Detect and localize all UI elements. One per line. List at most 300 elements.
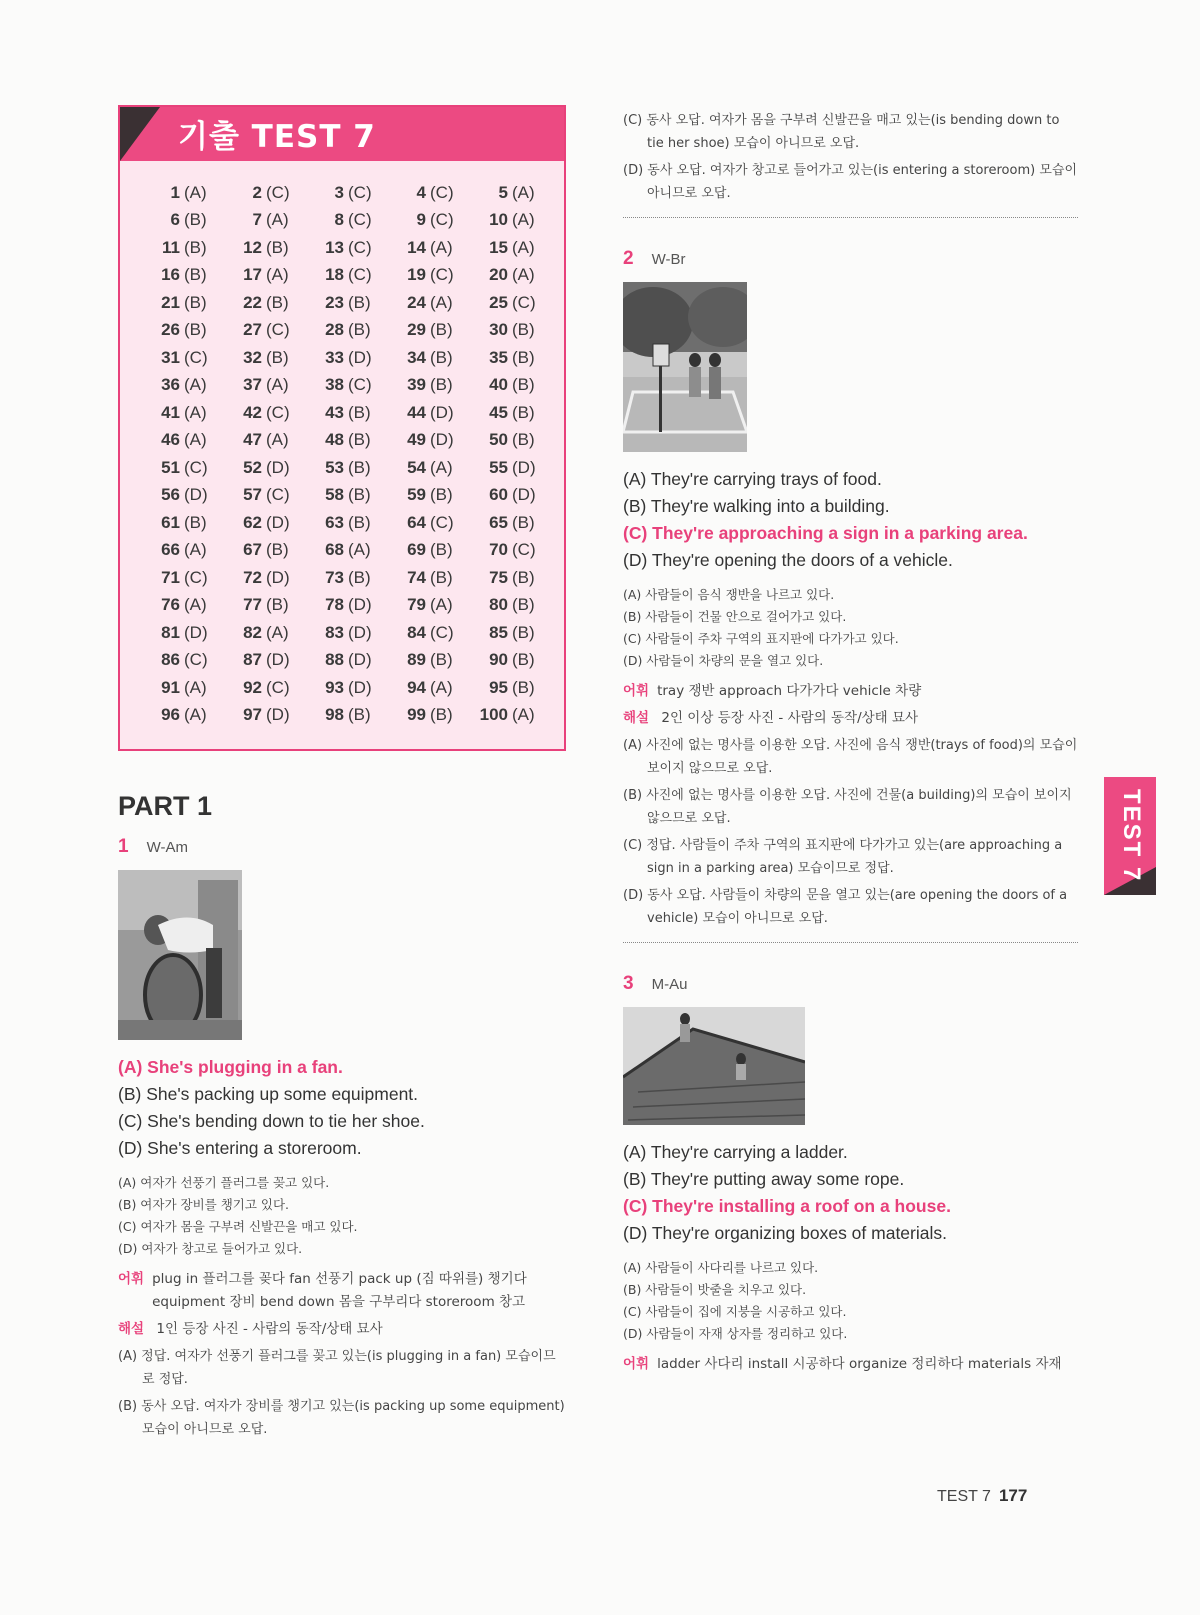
translation-a: (A) 여자가 선풍기 플러그를 꽂고 있다. — [118, 1175, 330, 1190]
translation-c: (C) 사람들이 주차 구역의 표지판에 다가가고 있다. — [623, 631, 899, 646]
answer-key-cell — [466, 293, 548, 313]
answer-choice: (C) — [348, 375, 372, 395]
answer-key-cell — [138, 705, 220, 725]
answer-key-cell — [220, 540, 302, 560]
answer-choice: (A) — [266, 375, 289, 395]
answer-key-cell — [220, 265, 302, 285]
answer-choice: (D) — [512, 485, 536, 505]
answer-key-row — [138, 262, 548, 290]
answer-choice: (B) — [512, 375, 535, 395]
answer-key-cell — [220, 320, 302, 340]
answer-key-cell — [466, 183, 548, 203]
question-number: 21 — [161, 292, 180, 312]
option-c-correct: (C) They're installing a roof on a house. — [623, 1196, 951, 1216]
answer-choice: (C) — [430, 210, 454, 230]
question-number: 85 — [489, 622, 508, 642]
question-number: 37 — [243, 375, 262, 395]
question-number: 56 — [161, 485, 180, 505]
answer-choice: (A) — [184, 595, 207, 615]
answer-key-cell — [220, 650, 302, 670]
answer-key-row — [138, 234, 548, 262]
question-number: 2 — [623, 248, 634, 269]
question-number: 80 — [489, 595, 508, 615]
answer-key-cell — [384, 540, 466, 560]
translation-a: (A) 사람들이 사다리를 나르고 있다. — [623, 1260, 819, 1275]
answer-choice: (D) — [184, 485, 208, 505]
answer-key-cell — [220, 705, 302, 725]
answer-key-row — [138, 372, 548, 400]
answer-key-cell — [220, 375, 302, 395]
answer-key-cell — [220, 210, 302, 230]
answer-key-row — [138, 674, 548, 702]
answer-key-row — [138, 207, 548, 235]
answer-choice: (A) — [266, 265, 289, 285]
question-number: 6 — [170, 210, 180, 230]
question-1-header — [118, 836, 568, 858]
answer-choice: (B) — [430, 650, 453, 670]
answer-key-cell — [220, 430, 302, 450]
side-tab-label: TEST 7 — [1118, 789, 1145, 883]
answer-key-cell — [302, 210, 384, 230]
answer-choice: (C) — [266, 182, 290, 202]
question-number: 81 — [161, 622, 180, 642]
answer-choice: (B) — [512, 512, 535, 532]
question-1-vocab — [118, 1268, 568, 1314]
page-footer — [937, 1486, 1027, 1506]
question-number: 93 — [325, 677, 344, 697]
answer-choice: (B) — [348, 705, 371, 725]
answer-choice: (A) — [184, 705, 207, 725]
answer-choice: (A) — [430, 677, 453, 697]
answer-key-cell — [466, 568, 548, 588]
question-number: 13 — [325, 237, 344, 257]
answer-choice: (B) — [348, 292, 371, 312]
question-number: 45 — [489, 402, 508, 422]
question-3-header — [623, 973, 1078, 995]
answer-key-row — [138, 619, 548, 647]
answer-choice: (D) — [430, 430, 454, 450]
answer-choice: (B) — [348, 430, 371, 450]
page-number: 177 — [998, 1486, 1028, 1505]
question-number: 27 — [243, 320, 262, 340]
question-number: 43 — [325, 402, 344, 422]
vocab-text: tray 쟁반 approach 다가가다 vehicle 차량 — [657, 683, 922, 699]
question-number: 17 — [243, 265, 262, 285]
question-number: 66 — [161, 540, 180, 560]
question-number: 33 — [325, 347, 344, 367]
question-number: 47 — [243, 430, 262, 450]
answer-key-cell — [466, 623, 548, 643]
question-number: 79 — [407, 595, 426, 615]
question-number: 1 — [118, 836, 129, 857]
question-2-photo — [623, 282, 747, 452]
answer-key-row — [138, 482, 548, 510]
question-number: 99 — [407, 705, 426, 725]
answer-choice: (A) — [430, 292, 453, 312]
answer-key-cell — [466, 485, 548, 505]
question-number: 14 — [407, 237, 426, 257]
question-number: 96 — [161, 705, 180, 725]
question-number: 4 — [416, 182, 426, 202]
explanation-b: (B) 사진에 없는 명사를 이용한 오답. 사진에 건물(a building)의 모습이 보이지 않으므로 오답. — [623, 788, 1072, 826]
answer-key-cell — [466, 265, 548, 285]
question-number: 91 — [161, 677, 180, 697]
answer-choice: (B) — [512, 320, 535, 340]
answer-key-row — [138, 344, 548, 372]
question-number: 71 — [161, 567, 180, 587]
answer-choice: (A) — [184, 375, 207, 395]
answer-key-cell — [138, 595, 220, 615]
answer-key-cell — [384, 238, 466, 258]
answer-choice: (B) — [348, 485, 371, 505]
question-2-explanation-title — [623, 707, 1078, 730]
answer-choice: (C) — [266, 402, 290, 422]
answer-key-cell — [384, 595, 466, 615]
answer-key-cell — [138, 485, 220, 505]
answer-key-cell — [384, 678, 466, 698]
answer-choice: (D) — [348, 595, 372, 615]
answer-choice: (B) — [430, 347, 453, 367]
answer-key-cell — [302, 375, 384, 395]
divider — [623, 217, 1078, 218]
answer-choice: (A) — [430, 237, 453, 257]
answer-key-cell — [220, 485, 302, 505]
question-number: 55 — [489, 457, 508, 477]
option-a-correct: (A) She's plugging in a fan. — [118, 1057, 343, 1077]
answer-key-cell — [302, 513, 384, 533]
question-number: 3 — [623, 973, 634, 994]
answer-key-cell — [138, 513, 220, 533]
left-column — [118, 105, 568, 1441]
question-number: 40 — [489, 375, 508, 395]
question-number: 57 — [243, 485, 262, 505]
answer-key-cell — [138, 403, 220, 423]
answer-key-cell — [466, 348, 548, 368]
answer-choice: (B) — [266, 595, 289, 615]
answer-key-cell — [220, 238, 302, 258]
explanation-b: (B) 동사 오답. 여자가 장비를 챙기고 있는(is packing up some equipment) 모습이 아니므로 오답. — [118, 1399, 565, 1437]
answer-key-cell — [384, 265, 466, 285]
question-number: 9 — [416, 210, 426, 230]
answer-choice: (B) — [430, 320, 453, 340]
answer-choice: (C) — [184, 567, 208, 587]
explanation-c: (C) 정답. 사람들이 주차 구역의 표지판에 다가가고 있는(are approaching a sign in a parking area) 모습이므로 정답. — [623, 838, 1063, 876]
answer-key-corner — [120, 107, 160, 161]
answer-key-cell — [138, 623, 220, 643]
answer-choice: (D) — [348, 622, 372, 642]
question-number: 44 — [407, 402, 426, 422]
answer-key-row — [138, 454, 548, 482]
question-number: 54 — [407, 457, 426, 477]
answer-choice: (C) — [348, 265, 372, 285]
question-number: 46 — [161, 430, 180, 450]
divider — [623, 942, 1078, 943]
question-number: 5 — [498, 182, 508, 202]
question-number: 73 — [325, 567, 344, 587]
question-number: 3 — [334, 182, 344, 202]
answer-choice: (B) — [430, 485, 453, 505]
question-3-photo — [623, 1007, 805, 1125]
answer-key-cell — [220, 348, 302, 368]
answer-key-cell — [220, 623, 302, 643]
question-number: 60 — [489, 485, 508, 505]
answer-key-row — [138, 399, 548, 427]
question-number: 61 — [161, 512, 180, 532]
translation-d: (D) 여자가 창고로 들어가고 있다. — [118, 1241, 303, 1256]
speaker-label: M-Au — [651, 975, 688, 993]
answer-choice: (C) — [430, 622, 454, 642]
question-number: 28 — [325, 320, 344, 340]
answer-key-box — [118, 105, 566, 751]
question-number: 97 — [243, 705, 262, 725]
answer-key-cell — [302, 293, 384, 313]
part-title: PART 1 — [118, 791, 213, 821]
question-number: 100 — [479, 705, 508, 725]
question-2-translations — [623, 584, 1078, 672]
answer-choice: (A) — [184, 402, 207, 422]
question-1-translations — [118, 1172, 568, 1260]
answer-key-cell — [466, 320, 548, 340]
question-number: 49 — [407, 430, 426, 450]
vocab-tag: 어휘 — [623, 683, 650, 699]
answer-key-cell — [138, 348, 220, 368]
option-c: (C) She's bending down to tie her shoe. — [118, 1111, 425, 1131]
answer-choice: (B) — [266, 237, 289, 257]
answer-key-cell — [384, 210, 466, 230]
answer-choice: (A) — [512, 265, 535, 285]
question-number: 22 — [243, 292, 262, 312]
question-number: 90 — [489, 650, 508, 670]
question-number: 74 — [407, 567, 426, 587]
answer-key-cell — [302, 623, 384, 643]
question-number: 26 — [161, 320, 180, 340]
explanation-title: 2인 이상 등장 사진 - 사람의 동작/상태 묘사 — [661, 710, 919, 726]
answer-key-cell — [138, 375, 220, 395]
answer-key-title: 기출 TEST 7 — [178, 119, 376, 155]
answer-choice: (D) — [266, 705, 290, 725]
answer-key-row — [138, 647, 548, 675]
question-number: 29 — [407, 320, 426, 340]
answer-key-cell — [466, 705, 548, 725]
question-1-options — [118, 1054, 568, 1162]
answer-key-cell — [466, 458, 548, 478]
answer-key-cell — [138, 293, 220, 313]
answer-key-row — [138, 317, 548, 345]
question-number: 50 — [489, 430, 508, 450]
answer-key-cell — [138, 650, 220, 670]
explanation-d: (D) 동사 오답. 사람들이 차량의 문을 열고 있는(are opening the doors of a vehicle) 모습이 아니므로 오답. — [623, 888, 1068, 926]
vocab-text: ladder 사다리 install 시공하다 organize 정리하다 materials 자재 — [657, 1356, 1062, 1372]
answer-key-cell — [384, 623, 466, 643]
translation-a: (A) 사람들이 음식 쟁반을 나르고 있다. — [623, 587, 835, 602]
question-number: 8 — [334, 210, 344, 230]
question-1-explanation-title — [118, 1318, 568, 1341]
answer-key-cell — [220, 183, 302, 203]
question-number: 41 — [161, 402, 180, 422]
answer-choice: (D) — [266, 567, 290, 587]
answer-choice: (C) — [512, 540, 536, 560]
question-number: 63 — [325, 512, 344, 532]
question-number: 88 — [325, 650, 344, 670]
answer-choice: (A) — [512, 237, 535, 257]
question-number: 34 — [407, 347, 426, 367]
answer-key-cell — [138, 458, 220, 478]
question-number: 42 — [243, 402, 262, 422]
answer-choice: (B) — [512, 622, 535, 642]
answer-key-cell — [220, 513, 302, 533]
answer-choice: (B) — [266, 292, 289, 312]
question-3-options — [623, 1139, 1078, 1247]
answer-key-grid — [138, 179, 548, 729]
answer-key-cell — [384, 485, 466, 505]
question-number: 52 — [243, 457, 262, 477]
answer-key-cell — [138, 678, 220, 698]
answer-choice: (D) — [348, 650, 372, 670]
question-number: 19 — [407, 265, 426, 285]
option-d: (D) They're organizing boxes of materials. — [623, 1223, 947, 1243]
question-number: 76 — [161, 595, 180, 615]
answer-key-cell — [384, 650, 466, 670]
answer-key-cell — [138, 265, 220, 285]
question-number: 94 — [407, 677, 426, 697]
answer-choice: (B) — [348, 320, 371, 340]
question-number: 58 — [325, 485, 344, 505]
answer-key-cell — [302, 320, 384, 340]
answer-choice: (D) — [266, 650, 290, 670]
question-number: 2 — [252, 182, 262, 202]
answer-key-cell — [466, 678, 548, 698]
answer-choice: (A) — [266, 430, 289, 450]
answer-key-cell — [384, 293, 466, 313]
explanation-title: 1인 등장 사진 - 사람의 동작/상태 묘사 — [156, 1321, 383, 1337]
answer-key-cell — [466, 238, 548, 258]
answer-key-cell — [466, 513, 548, 533]
answer-choice: (A) — [184, 677, 207, 697]
answer-key-cell — [302, 265, 384, 285]
answer-choice: (A) — [184, 430, 207, 450]
answer-key-cell — [466, 375, 548, 395]
question-number: 12 — [243, 237, 262, 257]
answer-choice: (B) — [184, 292, 207, 312]
explanation-tag: 해설 — [623, 710, 650, 726]
question-number: 92 — [243, 677, 262, 697]
answer-key-cell — [302, 595, 384, 615]
answer-key-cell — [302, 238, 384, 258]
answer-key-cell — [138, 238, 220, 258]
question-number: 48 — [325, 430, 344, 450]
answer-key-cell — [220, 458, 302, 478]
answer-choice: (D) — [430, 402, 454, 422]
answer-choice: (D) — [266, 512, 290, 532]
answer-key-cell — [220, 403, 302, 423]
answer-key-cell — [302, 485, 384, 505]
answer-choice: (D) — [348, 347, 372, 367]
right-column — [623, 105, 1078, 1376]
answer-choice: (A) — [512, 210, 535, 230]
answer-key-cell — [384, 183, 466, 203]
vocab-tag: 어휘 — [623, 1356, 650, 1372]
answer-key-cell — [220, 568, 302, 588]
answer-choice: (B) — [348, 512, 371, 532]
question-number: 67 — [243, 540, 262, 560]
question-number: 10 — [489, 210, 508, 230]
explanation-a: (A) 정답. 여자가 선풍기 플러그를 꽂고 있는(is plugging in a fan) 모습이므로 정답. — [118, 1349, 556, 1387]
answer-choice: (D) — [184, 622, 208, 642]
answer-choice: (C) — [512, 292, 536, 312]
answer-choice: (B) — [348, 567, 371, 587]
answer-key-row — [138, 427, 548, 455]
answer-key-cell — [466, 650, 548, 670]
question-number: 51 — [161, 457, 180, 477]
option-b: (B) They're putting away some rope. — [623, 1169, 905, 1189]
translation-c: (C) 사람들이 집에 지붕을 시공하고 있다. — [623, 1304, 847, 1319]
question-number: 31 — [161, 347, 180, 367]
answer-key-cell — [466, 540, 548, 560]
answer-choice: (C) — [348, 182, 372, 202]
question-number: 65 — [489, 512, 508, 532]
question-1-photo — [118, 870, 242, 1040]
footer-label: TEST 7 — [937, 1488, 991, 1505]
answer-choice: (B) — [430, 375, 453, 395]
answer-choice: (C) — [184, 347, 208, 367]
answer-key-cell — [302, 650, 384, 670]
answer-choice: (A) — [184, 540, 207, 560]
question-number: 35 — [489, 347, 508, 367]
answer-choice: (A) — [348, 540, 371, 560]
answer-choice: (D) — [512, 457, 536, 477]
answer-choice: (C) — [430, 265, 454, 285]
explanation-d: (D) 동사 오답. 여자가 창고로 들어가고 있는(is entering a storeroom) 모습이 아니므로 오답. — [623, 163, 1077, 201]
option-a: (A) They're carrying a ladder. — [623, 1142, 848, 1162]
answer-choice: (C) — [430, 182, 454, 202]
answer-choice: (B) — [266, 540, 289, 560]
answer-choice: (A) — [512, 182, 535, 202]
answer-choice: (A) — [184, 182, 207, 202]
question-number: 16 — [161, 265, 180, 285]
question-number: 77 — [243, 595, 262, 615]
translation-d: (D) 사람들이 자재 상자를 정리하고 있다. — [623, 1326, 848, 1341]
question-number: 59 — [407, 485, 426, 505]
answer-key-cell — [220, 595, 302, 615]
question-number: 18 — [325, 265, 344, 285]
answer-key-cell — [384, 320, 466, 340]
option-d: (D) They're opening the doors of a vehicle. — [623, 550, 953, 570]
answer-choice: (A) — [430, 595, 453, 615]
answer-key-row — [138, 537, 548, 565]
question-number: 36 — [161, 375, 180, 395]
answer-key-cell — [302, 430, 384, 450]
question-number: 62 — [243, 512, 262, 532]
explanation-c: (C) 동사 오답. 여자가 몸을 구부려 신발끈을 매고 있는(is bending down to tie her shoe) 모습이 아니므로 오답. — [623, 113, 1060, 151]
option-b: (B) They're walking into a building. — [623, 496, 890, 516]
answer-choice: (A) — [512, 705, 535, 725]
test-side-tab — [1104, 777, 1156, 895]
question-3-vocab — [623, 1353, 1078, 1376]
answer-key-cell — [302, 458, 384, 478]
question-number: 68 — [325, 540, 344, 560]
answer-choice: (B) — [184, 512, 207, 532]
question-number: 15 — [489, 237, 508, 257]
answer-choice: (B) — [512, 677, 535, 697]
vocab-tag: 어휘 — [118, 1271, 145, 1287]
answer-key-cell — [138, 568, 220, 588]
question-number: 95 — [489, 677, 508, 697]
answer-choice: (B) — [512, 567, 535, 587]
question-number: 7 — [252, 210, 262, 230]
answer-key-row — [138, 289, 548, 317]
question-number: 23 — [325, 292, 344, 312]
question-number: 72 — [243, 567, 262, 587]
